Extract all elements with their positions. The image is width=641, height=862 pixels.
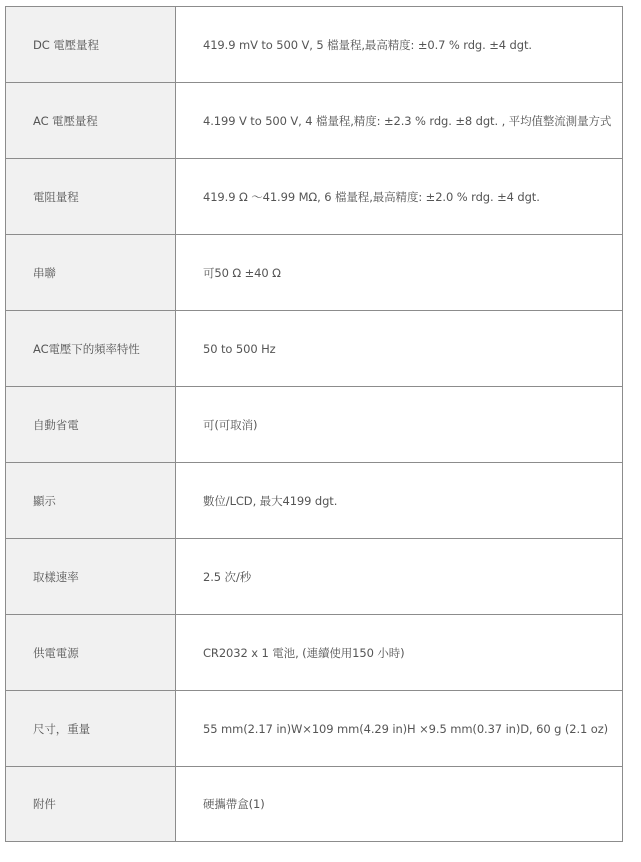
spec-value: 50 to 500 Hz <box>176 311 623 387</box>
table-row <box>6 235 623 311</box>
spec-label: AC電壓下的頻率特性 <box>6 311 176 387</box>
spec-label: 自動省電 <box>6 387 176 463</box>
spec-label: AC 電壓量程 <box>6 83 176 159</box>
table-row <box>6 615 623 691</box>
spec-value: 55 mm(2.17 in)W×109 mm(4.29 in)H ×9.5 mm(0.37 in)D, 60 g (2.1 oz) <box>176 691 623 767</box>
table-row <box>6 539 623 615</box>
table-row <box>6 83 623 159</box>
table-row <box>6 767 623 842</box>
table-row <box>6 691 623 767</box>
spec-label: 取樣速率 <box>6 539 176 615</box>
spec-value: 419.9 Ω ～41.99 MΩ, 6 檔量程,最高精度: ±2.0 % rdg. ±4 dgt. <box>176 159 623 235</box>
spec-value: 2.5 次/秒 <box>176 539 623 615</box>
spec-value: 4.199 V to 500 V, 4 檔量程,精度: ±2.3 % rdg. ±8 dgt. , 平均值整流測量方式 <box>176 83 623 159</box>
table-row <box>6 463 623 539</box>
spec-value: 硬攜帶盒(1) <box>176 767 623 842</box>
spec-value: CR2032 x 1 電池, (連續使用150 小時) <box>176 615 623 691</box>
table-row <box>6 311 623 387</box>
spec-label: 附件 <box>6 767 176 842</box>
spec-label: 尺寸，重量 <box>6 691 176 767</box>
spec-label: 電阻量程 <box>6 159 176 235</box>
spec-value: 可(可取消) <box>176 387 623 463</box>
spec-value: 數位/LCD, 最大4199 dgt. <box>176 463 623 539</box>
table-row <box>6 7 623 83</box>
spec-value: 419.9 mV to 500 V, 5 檔量程,最高精度: ±0.7 % rdg. ±4 dgt. <box>176 7 623 83</box>
spec-label: 供電電源 <box>6 615 176 691</box>
table-row <box>6 159 623 235</box>
spec-table <box>5 6 623 842</box>
spec-label: 顯示 <box>6 463 176 539</box>
table-row <box>6 387 623 463</box>
spec-value: 可50 Ω ±40 Ω <box>176 235 623 311</box>
spec-label: DC 電壓量程 <box>6 7 176 83</box>
spec-label: 串聯 <box>6 235 176 311</box>
